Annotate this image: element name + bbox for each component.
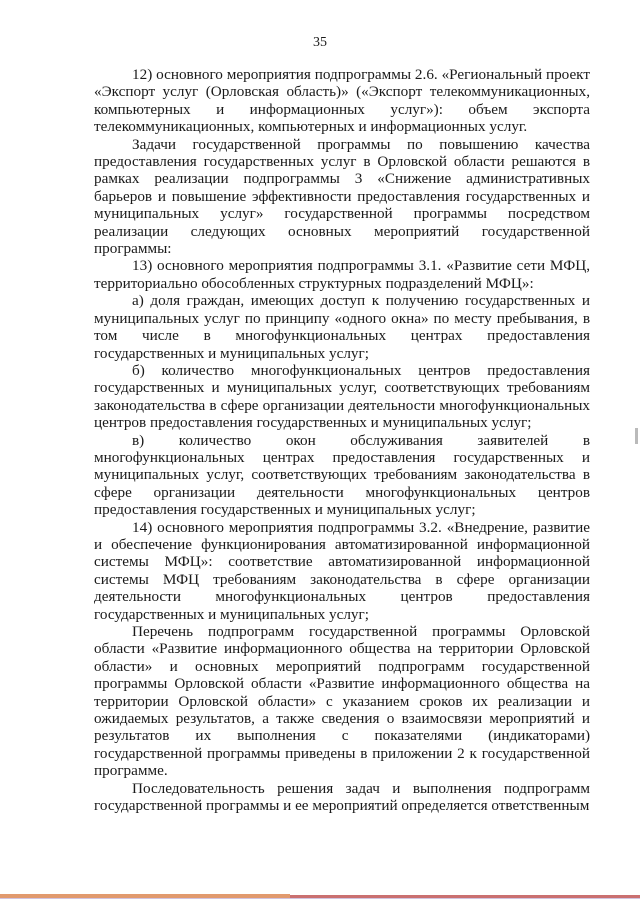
scan-stripe-purple bbox=[0, 898, 640, 899]
paragraph-item-12: 12) основного мероприятия подпрограммы 2.6. «Региональный проект «Экспорт услуг (Орловская область)» («Экспорт телекоммуникационных, компьютерных и информационных услуг»): объем экспорта телекоммуникационных, компьютерных и информационных услуг. bbox=[94, 66, 590, 136]
document-body bbox=[94, 66, 590, 814]
scan-bottom-stripe bbox=[0, 894, 640, 900]
paragraph-sequence: Последовательность решения задач и выполнения подпрограмм государственной программы и ее мероприятий определяется ответственным bbox=[94, 779, 590, 815]
paragraph-item-13: 13) основного мероприятия подпрограммы 3.1. «Развитие сети МФЦ, территориально обособленных структурных подразделений МФЦ»: bbox=[94, 257, 590, 292]
paragraph-item-13c: в) количество окон обслуживания заявителей в многофункциональных центрах предоставления государственных и муниципальных услуг, соответствующих требованиям законодательства в сфере организации деятельности многофункциональных центров предоставления государственных и муниципальных услуг; bbox=[94, 431, 590, 519]
paragraph-item-14: 14) основного мероприятия подпрограммы 3.2. «Внедрение, развитие и обеспечение функционирования автоматизированной информационной системы МФЦ»: соответствие автоматизированной информационной системы МФЦ требованиям законодательства в сфере организации деятельности многофункциональных центров предоставления государственных и муниципальных услуг; bbox=[94, 518, 590, 623]
paragraph-list: Перечень подпрограмм государственной программы Орловской области «Развитие информационного общества на территории Орловской области» и основных мероприятий подпрограмм государственной программы Орловской области «Развитие информационного общества на территории Орловской области» с указанием сроков их реализации и ожидаемых результатов, а также сведения о взаимосвязи мероприятий и результатов их выполнения с показателями (индикаторами) государственной программы приведены в приложении 2 к государственной программе. bbox=[94, 623, 590, 780]
paragraph-tasks: Задачи государственной программы по повышению качества предоставления государственных услуг в Орловской области решаются в рамках реализации подпрограммы 3 «Снижение административных барьеров и повышение эффективности предоставления государственных и муниципальных услуг» государственной программы посредством реализации следующих основных мероприятий государственной программы: bbox=[94, 135, 590, 258]
page-number: 35 bbox=[313, 35, 327, 50]
paragraph-item-13b: б) количество многофункциональных центров предоставления государственных и муниципальных услуг, соответствующих требованиям законодательства в сфере организации деятельности многофункциональных центров предоставления государственных и муниципальных услуг; bbox=[94, 361, 590, 432]
paragraph-item-13a: а) доля граждан, имеющих доступ к получению государственных и муниципальных услуг по принципу «одного окна» по месту пребывания, в том числе в многофункциональных центрах предоставления государственных и муниципальных услуг; bbox=[94, 292, 590, 362]
scan-edge-mark bbox=[635, 428, 638, 444]
